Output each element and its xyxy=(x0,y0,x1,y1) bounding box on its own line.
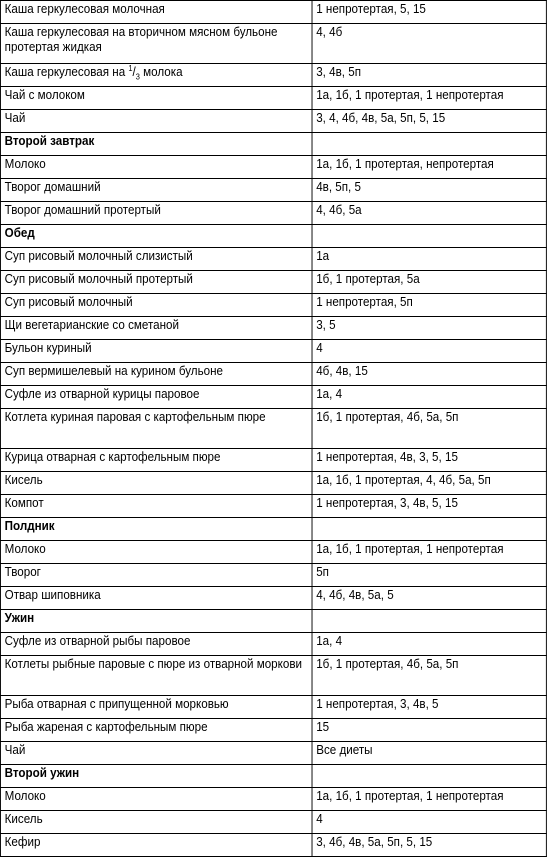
dish-name-cell: Чай xyxy=(0,742,312,765)
dish-row xyxy=(0,294,546,317)
dish-row xyxy=(0,633,546,656)
dish-name-cell: Суп вермишелевый на курином бульоне xyxy=(0,363,312,386)
dish-name-cell: Молоко xyxy=(0,156,312,179)
dish-row xyxy=(0,742,546,765)
dish-row xyxy=(0,24,546,64)
fraction-slash: / xyxy=(132,65,136,79)
dish-name-cell: Отвар шиповника xyxy=(0,587,312,610)
meal-section-title: Ужин xyxy=(0,610,312,633)
dish-name-cell: Курица отварная с картофельным пюре xyxy=(0,449,312,472)
dish-name-text: Каша геркулесовая на xyxy=(4,65,129,79)
diet-numbers-cell: 1 непротертая, 5, 15 xyxy=(312,1,546,24)
dish-name-cell: Творог xyxy=(0,564,312,587)
diet-numbers-cell: 4, 4б, 5а xyxy=(312,202,546,225)
diet-numbers-cell: 1а, 4 xyxy=(312,633,546,656)
meal-section-row xyxy=(0,518,546,541)
diet-numbers-cell: 15 xyxy=(312,719,546,742)
dish-row xyxy=(0,495,546,518)
dish-name-cell: Бульон куриный xyxy=(0,340,312,363)
menu-table-body xyxy=(0,1,546,857)
dish-row xyxy=(0,386,546,409)
diet-numbers-cell: 1 непротертая, 3, 4в, 5 xyxy=(312,696,546,719)
diet-numbers-cell: 4 xyxy=(312,811,546,834)
dish-row xyxy=(0,541,546,564)
diet-numbers-cell: 4б, 4в, 15 xyxy=(312,363,546,386)
dish-name-cell: Молоко xyxy=(0,541,312,564)
fraction-denominator: 3 xyxy=(135,72,140,82)
dish-name-cell: Котлета куриная паровая с картофельным пюре xyxy=(0,409,312,449)
diet-numbers-cell: Все диеты xyxy=(312,742,546,765)
dish-row xyxy=(0,719,546,742)
dish-row xyxy=(0,834,546,857)
diet-numbers-cell: 1б, 1 протертая, 4б, 5а, 5п xyxy=(312,656,546,696)
diet-numbers-cell: 1а, 1б, 1 протертая, непротертая xyxy=(312,156,546,179)
meal-section-blank-cell xyxy=(312,518,546,541)
meal-section-title: Второй завтрак xyxy=(0,133,312,156)
dish-name-cell: Суп рисовый молочный протертый xyxy=(0,271,312,294)
dish-name-cell: Творог домашний xyxy=(0,179,312,202)
diet-numbers-cell: 4 xyxy=(312,340,546,363)
diet-numbers-cell: 1б, 1 протертая, 5а xyxy=(312,271,546,294)
dish-name-cell: Каша геркулесовая на вторичном мясном бульоне протертая жидкая xyxy=(0,24,312,64)
diet-numbers-cell: 1а, 1б, 1 протертая, 1 непротертая xyxy=(312,788,546,811)
dish-row xyxy=(0,64,546,87)
dish-row xyxy=(0,696,546,719)
dish-name-cell: Рыба жареная с картофельным пюре xyxy=(0,719,312,742)
diet-numbers-cell: 5п xyxy=(312,564,546,587)
dish-name-cell: Кефир xyxy=(0,834,312,857)
dish-row xyxy=(0,472,546,495)
diet-numbers-cell: 3, 5 xyxy=(312,317,546,340)
dish-row xyxy=(0,363,546,386)
dish-row xyxy=(0,87,546,110)
diet-numbers-cell: 1а, 1б, 1 протертая, 1 непротертая xyxy=(312,87,546,110)
dish-row xyxy=(0,340,546,363)
dish-name-cell: Чай xyxy=(0,110,312,133)
meal-section-row xyxy=(0,765,546,788)
diet-numbers-cell: 3, 4, 4б, 4в, 5а, 5п, 5, 15 xyxy=(312,110,546,133)
meal-section-blank-cell xyxy=(312,225,546,248)
dish-row xyxy=(0,271,546,294)
dish-row xyxy=(0,564,546,587)
dish-row xyxy=(0,202,546,225)
meal-section-row xyxy=(0,610,546,633)
dish-name-cell: Чай с молоком xyxy=(0,87,312,110)
meal-section-row xyxy=(0,133,546,156)
dish-name-cell: Суп рисовый молочный xyxy=(0,294,312,317)
diet-numbers-cell: 4, 4б xyxy=(312,24,546,64)
dish-name-cell: Компот xyxy=(0,495,312,518)
dish-row xyxy=(0,788,546,811)
dish-name-cell: Суфле из отварной рыбы паровое xyxy=(0,633,312,656)
dish-row xyxy=(0,179,546,202)
dish-row xyxy=(0,409,546,449)
dish-row xyxy=(0,156,546,179)
dish-name-cell: Кисель xyxy=(0,472,312,495)
dish-row xyxy=(0,1,546,24)
dish-name-cell: Творог домашний протертый xyxy=(0,202,312,225)
meal-section-blank-cell xyxy=(312,765,546,788)
dish-name-cell: Рыба отварная с припущенной морковью xyxy=(0,696,312,719)
diet-numbers-cell: 1а xyxy=(312,248,546,271)
diet-numbers-cell: 3, 4б, 4в, 5а, 5п, 5, 15 xyxy=(312,834,546,857)
diet-numbers-cell: 1а, 1б, 1 протертая, 1 непротертая xyxy=(312,541,546,564)
diet-numbers-cell: 4, 4б, 4в, 5а, 5 xyxy=(312,587,546,610)
meal-section-title: Обед xyxy=(0,225,312,248)
dish-name-cell: Щи вегетарианские со сметаной xyxy=(0,317,312,340)
dish-name-cell: Суп рисовый молочный слизистый xyxy=(0,248,312,271)
meal-section-blank-cell xyxy=(312,610,546,633)
dish-name-cell: Молоко xyxy=(0,788,312,811)
diet-numbers-cell: 3, 4в, 5п xyxy=(312,64,546,87)
diet-numbers-cell: 1б, 1 протертая, 4б, 5а, 5п xyxy=(312,409,546,449)
dish-row xyxy=(0,587,546,610)
dish-name-text: молока xyxy=(139,65,183,79)
diet-numbers-cell: 1 непротертая, 3, 4в, 5, 15 xyxy=(312,495,546,518)
meal-section-blank-cell xyxy=(312,133,546,156)
dish-row xyxy=(0,110,546,133)
diet-numbers-cell: 1 непротертая, 4в, 3, 5, 15 xyxy=(312,449,546,472)
dish-name-cell: Каша геркулесовая молочная xyxy=(0,1,312,24)
dish-row xyxy=(0,317,546,340)
dish-row xyxy=(0,248,546,271)
dish-name-cell: Котлеты рыбные паровые с пюре из отварной моркови xyxy=(0,656,312,696)
diet-numbers-cell: 1а, 1б, 1 протертая, 4, 4б, 5а, 5п xyxy=(312,472,546,495)
dish-row xyxy=(0,811,546,834)
fraction-numerator: 1 xyxy=(128,63,133,73)
meal-section-title: Полдник xyxy=(0,518,312,541)
diet-numbers-cell: 1а, 4 xyxy=(312,386,546,409)
dish-name-cell xyxy=(0,64,312,87)
diet-numbers-cell: 4в, 5п, 5 xyxy=(312,179,546,202)
diet-numbers-cell: 1 непротертая, 5п xyxy=(312,294,546,317)
meal-section-row xyxy=(0,225,546,248)
meal-section-title: Второй ужин xyxy=(0,765,312,788)
dish-row xyxy=(0,656,546,696)
dish-name-cell: Кисель xyxy=(0,811,312,834)
dish-name-cell: Суфле из отварной курицы паровое xyxy=(0,386,312,409)
dish-row xyxy=(0,449,546,472)
